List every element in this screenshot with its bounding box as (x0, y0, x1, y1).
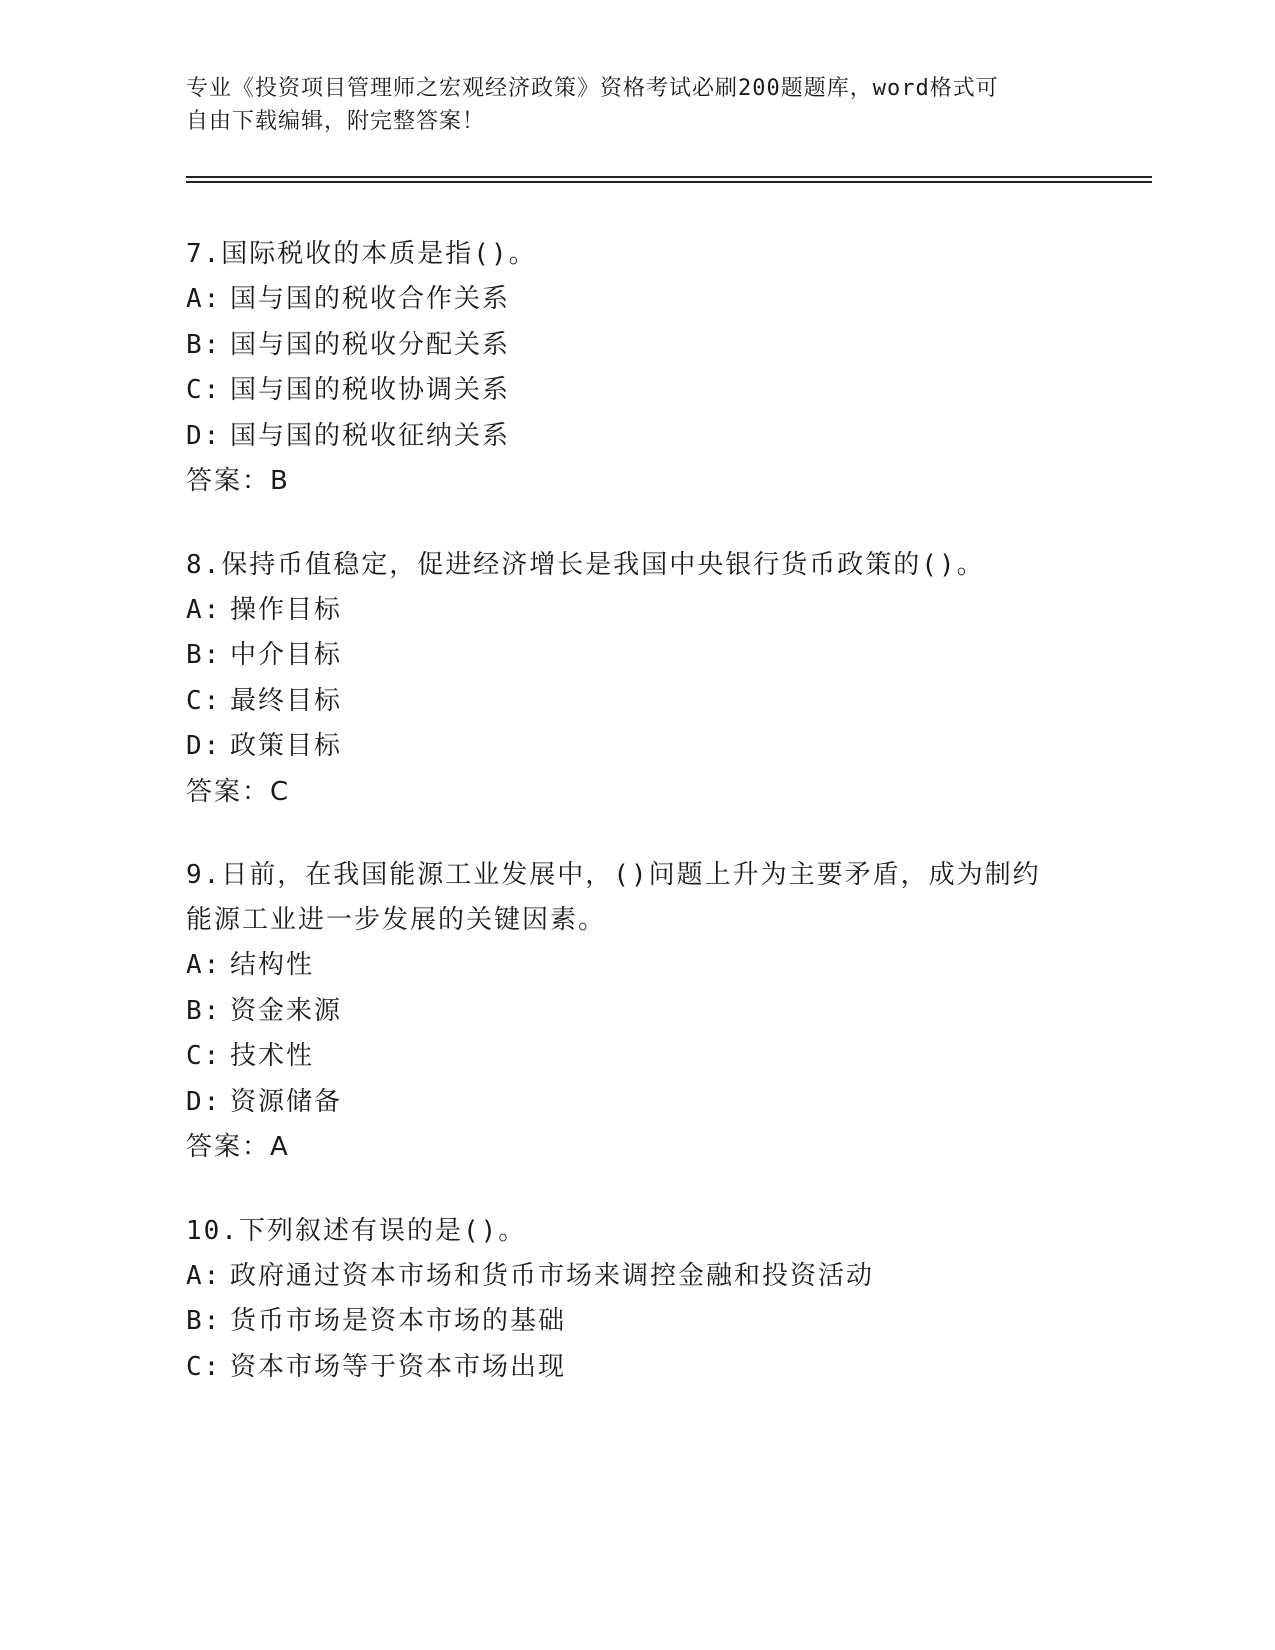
question-list (186, 232, 1086, 1428)
option-key: C: (186, 1041, 222, 1071)
option-key: D: (186, 420, 222, 451)
header-divider-top (186, 176, 1152, 178)
option-text: 技术性 (230, 1041, 315, 1071)
answer-line: 答案：A (186, 1132, 290, 1162)
question-text-line-1: 9.日前，在我国能源工业发展中，()问题上升为主要矛盾，成为制约 (186, 860, 1041, 890)
option-text: 国与国的税收分配关系 (230, 329, 511, 360)
option-text: 国与国的税收征纳关系 (230, 420, 511, 451)
option-c (186, 368, 1086, 414)
document-header (186, 72, 1066, 138)
option-key: C: (186, 685, 222, 716)
option-b (186, 633, 1086, 679)
question-text: 10.下列叙述有误的是()。 (186, 1215, 527, 1246)
question-8 (186, 543, 1086, 816)
option-text: 国与国的税收合作关系 (230, 284, 511, 314)
option-key: D: (186, 731, 222, 761)
option-text: 中介目标 (230, 640, 343, 670)
question-text-line-2: 能源工业进一步发展的关键因素。 (186, 905, 607, 935)
option-key: B: (186, 1306, 222, 1336)
option-key: B: (186, 329, 222, 360)
answer-line: 答案：C (186, 776, 291, 807)
option-key: B: (186, 995, 222, 1026)
answer-line: 答案：B (186, 466, 290, 496)
option-c (186, 679, 1086, 725)
option-d (186, 414, 1086, 460)
option-key: C: (186, 1351, 222, 1382)
header-divider-bottom (186, 181, 1152, 183)
option-text: 资本市场等于资本市场出现 (230, 1351, 567, 1382)
option-a (186, 943, 1086, 989)
question-9 (186, 853, 1086, 1171)
option-b (186, 989, 1086, 1035)
option-text: 结构性 (230, 950, 315, 980)
option-text: 资源储备 (230, 1086, 343, 1117)
option-text: 货币市场是资本市场的基础 (230, 1306, 567, 1336)
option-d (186, 1080, 1086, 1126)
option-b (186, 323, 1086, 369)
question-text: 8.保持币值稳定，促进经济增长是我国中央银行货币政策的()。 (186, 549, 985, 580)
option-a (186, 588, 1086, 634)
question-7 (186, 232, 1086, 505)
option-key: C: (186, 375, 222, 405)
option-text: 操作目标 (230, 594, 343, 625)
option-text: 最终目标 (230, 685, 343, 716)
option-text: 国与国的税收协调关系 (230, 375, 511, 405)
header-line-1: 专业《投资项目管理师之宏观经济政策》资格考试必刷200题题库，word格式可 (186, 76, 999, 101)
option-c (186, 1345, 1086, 1391)
option-key: D: (186, 1086, 222, 1117)
option-text: 政府通过资本市场和货币市场来调控金融和投资活动 (230, 1260, 875, 1291)
question-10 (186, 1209, 1086, 1391)
option-key: B: (186, 640, 222, 670)
option-key: A: (186, 594, 222, 625)
option-b (186, 1299, 1086, 1345)
option-a (186, 1254, 1086, 1300)
option-a (186, 277, 1086, 323)
option-d (186, 724, 1086, 770)
option-key: A: (186, 1260, 222, 1291)
question-text: 7.国际税收的本质是指()。 (186, 239, 537, 269)
option-text: 政策目标 (230, 731, 343, 761)
option-key: A: (186, 284, 222, 314)
option-text: 资金来源 (230, 995, 343, 1026)
option-key: A: (186, 950, 222, 980)
header-line-2: 自由下载编辑，附完整答案！ (186, 109, 486, 134)
option-c (186, 1034, 1086, 1080)
